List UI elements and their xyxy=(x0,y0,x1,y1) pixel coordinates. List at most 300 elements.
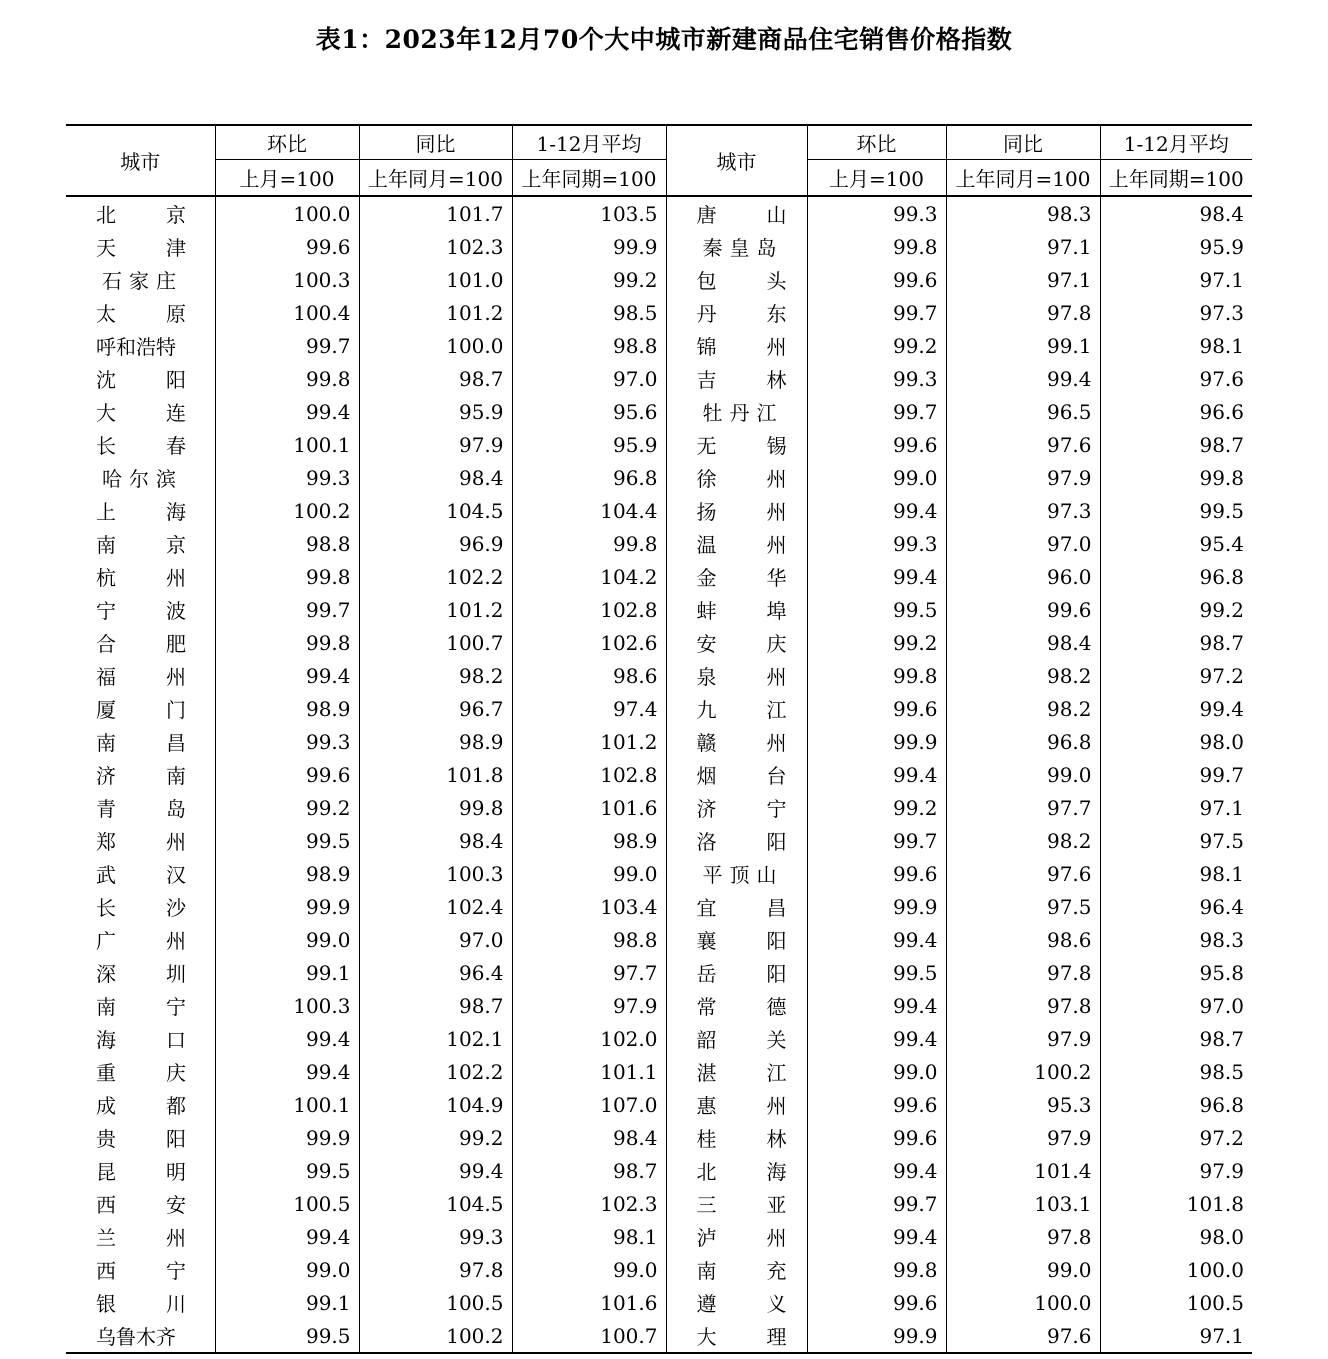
mom-value-right: 99.7 xyxy=(807,824,946,857)
city-name-left xyxy=(66,758,215,791)
yoy-value-left: 98.4 xyxy=(359,824,512,857)
mom-value-right: 99.3 xyxy=(807,196,946,230)
mom-value-left: 100.3 xyxy=(215,263,359,296)
mom-base-left: 上月=100 xyxy=(215,160,359,197)
avg-value-left: 102.3 xyxy=(512,1187,666,1220)
mom-value-right: 99.4 xyxy=(807,1220,946,1253)
city-label: 三亚 xyxy=(696,1193,787,1217)
city-label: 北京 xyxy=(96,203,186,227)
avg-value-right: 99.8 xyxy=(1100,461,1252,494)
city-label: 济宁 xyxy=(696,797,787,821)
mom-value-right: 99.9 xyxy=(807,725,946,758)
avg-value-left: 98.4 xyxy=(512,1121,666,1154)
yoy-value-right: 98.2 xyxy=(946,692,1100,725)
city-name-right xyxy=(666,494,807,527)
table-row xyxy=(66,362,1252,395)
yoy-value-right: 98.2 xyxy=(946,659,1100,692)
city-label: 扬州 xyxy=(696,500,787,524)
mom-value-left: 99.6 xyxy=(215,758,359,791)
yoy-value-right: 100.0 xyxy=(946,1286,1100,1319)
city-label: 合肥 xyxy=(96,632,186,656)
city-label: 哈尔滨 xyxy=(102,467,176,491)
avg-value-left: 101.6 xyxy=(512,791,666,824)
city-label: 吉林 xyxy=(696,368,787,392)
avg-value-right: 95.9 xyxy=(1100,230,1252,263)
mom-value-left: 99.9 xyxy=(215,890,359,923)
mom-value-right: 99.4 xyxy=(807,1022,946,1055)
city-label: 平顶山 xyxy=(702,863,777,887)
mom-value-right: 99.4 xyxy=(807,989,946,1022)
yoy-value-right: 100.2 xyxy=(946,1055,1100,1088)
city-name-left xyxy=(66,857,215,890)
city-name-left xyxy=(66,824,215,857)
city-name-left xyxy=(66,428,215,461)
yoy-value-left: 104.5 xyxy=(359,1187,512,1220)
city-label: 泸州 xyxy=(696,1226,787,1250)
table-row xyxy=(66,1154,1252,1187)
city-label: 泉州 xyxy=(696,665,787,689)
city-name-left xyxy=(66,1154,215,1187)
yoy-value-left: 100.2 xyxy=(359,1319,512,1353)
avg-value-left: 98.8 xyxy=(512,329,666,362)
mom-value-right: 99.8 xyxy=(807,659,946,692)
avg-value-left: 95.6 xyxy=(512,395,666,428)
yoy-value-right: 99.1 xyxy=(946,329,1100,362)
city-label: 宁波 xyxy=(96,599,186,623)
avg-value-right: 98.5 xyxy=(1100,1055,1252,1088)
yoy-value-right: 97.1 xyxy=(946,263,1100,296)
avg-value-right: 100.5 xyxy=(1100,1286,1252,1319)
mom-value-left: 99.8 xyxy=(215,626,359,659)
city-name-right xyxy=(666,1088,807,1121)
table-row xyxy=(66,923,1252,956)
city-name-left xyxy=(66,461,215,494)
city-label: 徐州 xyxy=(696,467,787,491)
avg-value-left: 98.6 xyxy=(512,659,666,692)
mom-value-left: 100.2 xyxy=(215,494,359,527)
city-name-left xyxy=(66,791,215,824)
avg-value-left: 99.0 xyxy=(512,1253,666,1286)
yoy-value-right: 101.4 xyxy=(946,1154,1100,1187)
city-name-right xyxy=(666,329,807,362)
city-label: 金华 xyxy=(696,566,787,590)
city-label: 石家庄 xyxy=(102,269,176,293)
table-row xyxy=(66,824,1252,857)
avg-value-left: 103.5 xyxy=(512,196,666,230)
mom-value-left: 98.9 xyxy=(215,692,359,725)
table-row xyxy=(66,956,1252,989)
city-name-right xyxy=(666,1022,807,1055)
city-name-left xyxy=(66,395,215,428)
city-label: 昆明 xyxy=(96,1160,186,1184)
city-name-right xyxy=(666,1220,807,1253)
city-label: 南充 xyxy=(696,1259,787,1283)
city-name-left xyxy=(66,362,215,395)
avg-value-left: 102.0 xyxy=(512,1022,666,1055)
avg-value-right: 95.8 xyxy=(1100,956,1252,989)
city-label: 遵义 xyxy=(696,1292,787,1316)
table-row xyxy=(66,725,1252,758)
mom-value-right: 99.6 xyxy=(807,857,946,890)
avg-value-right: 97.0 xyxy=(1100,989,1252,1022)
mom-value-left: 99.2 xyxy=(215,791,359,824)
yoy-value-left: 98.2 xyxy=(359,659,512,692)
table-row xyxy=(66,1319,1252,1353)
city-label: 广州 xyxy=(96,929,186,953)
city-label: 北海 xyxy=(696,1160,787,1184)
avg-value-left: 98.9 xyxy=(512,824,666,857)
mom-value-left: 99.8 xyxy=(215,362,359,395)
avg-value-left: 97.9 xyxy=(512,989,666,1022)
avg-value-right: 98.7 xyxy=(1100,626,1252,659)
city-name-left xyxy=(66,725,215,758)
city-label: 唐山 xyxy=(696,203,787,227)
city-label: 温州 xyxy=(696,533,787,557)
city-name-left xyxy=(66,1319,215,1353)
avg-value-right: 97.9 xyxy=(1100,1154,1252,1187)
city-label: 桂林 xyxy=(696,1127,787,1151)
yoy-value-left: 95.9 xyxy=(359,395,512,428)
avg-value-right: 99.5 xyxy=(1100,494,1252,527)
avg-value-right: 95.4 xyxy=(1100,527,1252,560)
avg-value-left: 102.6 xyxy=(512,626,666,659)
city-name-right xyxy=(666,263,807,296)
table-row xyxy=(66,461,1252,494)
city-name-left xyxy=(66,230,215,263)
table-row xyxy=(66,560,1252,593)
yoy-value-right: 97.9 xyxy=(946,1022,1100,1055)
yoy-value-right: 95.3 xyxy=(946,1088,1100,1121)
avg-value-right: 96.8 xyxy=(1100,1088,1252,1121)
mom-value-right: 99.6 xyxy=(807,1286,946,1319)
city-label: 南昌 xyxy=(96,731,186,755)
avg-base-left: 上年同期=100 xyxy=(512,160,666,197)
table-row xyxy=(66,1121,1252,1154)
table-row xyxy=(66,1187,1252,1220)
mom-value-right: 99.9 xyxy=(807,1319,946,1353)
yoy-value-left: 96.9 xyxy=(359,527,512,560)
mom-value-right: 99.4 xyxy=(807,494,946,527)
city-name-left xyxy=(66,626,215,659)
mom-value-right: 99.8 xyxy=(807,1253,946,1286)
mom-value-left: 99.0 xyxy=(215,923,359,956)
mom-value-left: 99.1 xyxy=(215,956,359,989)
yoy-value-right: 97.0 xyxy=(946,527,1100,560)
avg-value-left: 99.8 xyxy=(512,527,666,560)
mom-value-left: 99.9 xyxy=(215,1121,359,1154)
avg-value-left: 99.2 xyxy=(512,263,666,296)
mom-value-right: 99.4 xyxy=(807,560,946,593)
avg-value-right: 98.4 xyxy=(1100,196,1252,230)
city-name-right xyxy=(666,593,807,626)
avg-header-right: 1-12月平均 xyxy=(1100,125,1252,160)
avg-value-right: 97.5 xyxy=(1100,824,1252,857)
city-name-right xyxy=(666,428,807,461)
city-label: 包头 xyxy=(696,269,787,293)
yoy-value-right: 98.2 xyxy=(946,824,1100,857)
mom-value-left: 99.6 xyxy=(215,230,359,263)
yoy-value-left: 101.8 xyxy=(359,758,512,791)
city-label: 海口 xyxy=(96,1028,186,1052)
avg-value-right: 98.0 xyxy=(1100,725,1252,758)
mom-value-right: 99.5 xyxy=(807,593,946,626)
yoy-value-right: 97.7 xyxy=(946,791,1100,824)
city-name-right xyxy=(666,824,807,857)
city-label: 郑州 xyxy=(96,830,186,854)
city-name-left xyxy=(66,1121,215,1154)
table-row xyxy=(66,857,1252,890)
avg-value-left: 101.2 xyxy=(512,725,666,758)
yoy-value-right: 99.0 xyxy=(946,758,1100,791)
yoy-value-left: 101.7 xyxy=(359,196,512,230)
yoy-value-left: 99.8 xyxy=(359,791,512,824)
city-label: 牡丹江 xyxy=(702,401,777,425)
city-name-left xyxy=(66,956,215,989)
city-name-right xyxy=(666,1154,807,1187)
mom-value-left: 99.4 xyxy=(215,659,359,692)
mom-value-left: 98.8 xyxy=(215,527,359,560)
yoy-value-left: 100.5 xyxy=(359,1286,512,1319)
avg-value-left: 98.1 xyxy=(512,1220,666,1253)
mom-value-left: 99.5 xyxy=(215,1319,359,1353)
avg-value-right: 98.1 xyxy=(1100,857,1252,890)
city-name-left xyxy=(66,659,215,692)
city-name-left xyxy=(66,560,215,593)
mom-value-left: 99.0 xyxy=(215,1253,359,1286)
table-row xyxy=(66,230,1252,263)
table-row xyxy=(66,527,1252,560)
city-label: 大连 xyxy=(96,401,186,425)
mom-value-right: 99.3 xyxy=(807,362,946,395)
yoy-value-right: 96.8 xyxy=(946,725,1100,758)
mom-value-right: 99.6 xyxy=(807,263,946,296)
avg-value-left: 98.8 xyxy=(512,923,666,956)
city-name-left xyxy=(66,1187,215,1220)
table-row xyxy=(66,329,1252,362)
yoy-value-left: 97.9 xyxy=(359,428,512,461)
city-label: 秦皇岛 xyxy=(702,236,777,260)
city-label: 长沙 xyxy=(96,896,186,920)
mom-value-left: 99.8 xyxy=(215,560,359,593)
yoy-value-right: 96.0 xyxy=(946,560,1100,593)
avg-value-right: 97.1 xyxy=(1100,1319,1252,1353)
yoy-value-right: 97.6 xyxy=(946,857,1100,890)
mom-base-right: 上月=100 xyxy=(807,160,946,197)
city-label: 常德 xyxy=(696,995,787,1019)
avg-value-right: 97.6 xyxy=(1100,362,1252,395)
table-row xyxy=(66,659,1252,692)
yoy-value-left: 102.3 xyxy=(359,230,512,263)
mom-value-left: 99.1 xyxy=(215,1286,359,1319)
price-index-table xyxy=(66,124,1252,1354)
city-label: 杭州 xyxy=(96,566,186,590)
yoy-value-left: 102.2 xyxy=(359,560,512,593)
city-label: 西宁 xyxy=(96,1259,186,1283)
table-row xyxy=(66,989,1252,1022)
city-name-right xyxy=(666,692,807,725)
table-row xyxy=(66,1220,1252,1253)
avg-value-right: 101.8 xyxy=(1100,1187,1252,1220)
avg-value-right: 98.0 xyxy=(1100,1220,1252,1253)
city-name-right xyxy=(666,791,807,824)
yoy-value-left: 100.7 xyxy=(359,626,512,659)
avg-value-right: 98.3 xyxy=(1100,923,1252,956)
city-name-right xyxy=(666,989,807,1022)
city-name-left xyxy=(66,329,215,362)
city-name-left xyxy=(66,1286,215,1319)
city-name-right xyxy=(666,362,807,395)
city-name-right xyxy=(666,1253,807,1286)
yoy-value-right: 97.9 xyxy=(946,1121,1100,1154)
table-row xyxy=(66,791,1252,824)
yoy-value-right: 99.4 xyxy=(946,362,1100,395)
avg-value-left: 96.8 xyxy=(512,461,666,494)
avg-value-left: 104.2 xyxy=(512,560,666,593)
yoy-value-left: 98.7 xyxy=(359,362,512,395)
mom-value-right: 99.4 xyxy=(807,758,946,791)
city-label: 长春 xyxy=(96,434,186,458)
avg-value-left: 101.6 xyxy=(512,1286,666,1319)
avg-value-right: 96.8 xyxy=(1100,560,1252,593)
yoy-value-right: 97.8 xyxy=(946,989,1100,1022)
city-name-left xyxy=(66,296,215,329)
yoy-value-right: 99.0 xyxy=(946,1253,1100,1286)
yoy-value-right: 103.1 xyxy=(946,1187,1100,1220)
city-header-right: 城市 xyxy=(666,125,807,196)
city-name-right xyxy=(666,1187,807,1220)
city-label: 呼和浩特 xyxy=(96,335,176,359)
city-name-right xyxy=(666,857,807,890)
avg-base-right: 上年同期=100 xyxy=(1100,160,1252,197)
city-label: 湛江 xyxy=(696,1061,787,1085)
city-label: 南宁 xyxy=(96,995,186,1019)
avg-value-left: 102.8 xyxy=(512,758,666,791)
city-name-right xyxy=(666,659,807,692)
city-name-right xyxy=(666,395,807,428)
mom-header-right: 环比 xyxy=(807,125,946,160)
city-name-left xyxy=(66,692,215,725)
yoy-value-left: 98.9 xyxy=(359,725,512,758)
mom-value-right: 99.7 xyxy=(807,296,946,329)
city-name-right xyxy=(666,956,807,989)
table-row xyxy=(66,196,1252,230)
table-row xyxy=(66,890,1252,923)
mom-value-right: 99.5 xyxy=(807,956,946,989)
city-name-left xyxy=(66,196,215,230)
yoy-value-left: 102.1 xyxy=(359,1022,512,1055)
avg-value-right: 96.6 xyxy=(1100,395,1252,428)
city-label: 天津 xyxy=(96,236,186,260)
city-label: 上海 xyxy=(96,500,186,524)
yoy-value-left: 97.0 xyxy=(359,923,512,956)
yoy-value-right: 97.3 xyxy=(946,494,1100,527)
city-name-left xyxy=(66,1253,215,1286)
city-name-right xyxy=(666,1055,807,1088)
avg-value-right: 97.2 xyxy=(1100,1121,1252,1154)
yoy-value-left: 99.4 xyxy=(359,1154,512,1187)
mom-value-left: 99.5 xyxy=(215,824,359,857)
city-name-left xyxy=(66,527,215,560)
avg-value-left: 98.7 xyxy=(512,1154,666,1187)
table-row xyxy=(66,1088,1252,1121)
city-label: 丹东 xyxy=(696,302,787,326)
city-label: 深圳 xyxy=(96,962,186,986)
city-label: 襄阳 xyxy=(696,929,787,953)
avg-value-left: 104.4 xyxy=(512,494,666,527)
table-title: 表1：2023年12月70个大中城市新建商品住宅销售价格指数 xyxy=(315,25,1013,54)
mom-value-right: 99.6 xyxy=(807,1121,946,1154)
city-name-left xyxy=(66,1055,215,1088)
city-name-right xyxy=(666,1121,807,1154)
city-label: 安庆 xyxy=(696,632,787,656)
city-label: 蚌埠 xyxy=(696,599,787,623)
city-name-left xyxy=(66,1220,215,1253)
city-name-right xyxy=(666,296,807,329)
mom-value-right: 99.7 xyxy=(807,395,946,428)
city-name-right xyxy=(666,230,807,263)
mom-value-left: 99.4 xyxy=(215,395,359,428)
yoy-value-left: 96.7 xyxy=(359,692,512,725)
city-label: 济南 xyxy=(96,764,186,788)
city-name-left xyxy=(66,494,215,527)
avg-header-left: 1-12月平均 xyxy=(512,125,666,160)
mom-value-right: 99.0 xyxy=(807,461,946,494)
table-row xyxy=(66,1055,1252,1088)
city-name-left xyxy=(66,989,215,1022)
avg-value-left: 95.9 xyxy=(512,428,666,461)
city-label: 大理 xyxy=(696,1325,787,1349)
mom-value-left: 99.4 xyxy=(215,1220,359,1253)
city-label: 乌鲁木齐 xyxy=(96,1325,176,1349)
yoy-value-left: 99.3 xyxy=(359,1220,512,1253)
mom-value-left: 99.7 xyxy=(215,593,359,626)
mom-value-left: 99.3 xyxy=(215,461,359,494)
city-label: 福州 xyxy=(96,665,186,689)
table-row xyxy=(66,593,1252,626)
yoy-value-left: 101.2 xyxy=(359,296,512,329)
avg-value-right: 99.7 xyxy=(1100,758,1252,791)
city-label: 太原 xyxy=(96,302,186,326)
avg-value-left: 100.7 xyxy=(512,1319,666,1353)
mom-value-left: 99.4 xyxy=(215,1022,359,1055)
yoy-value-left: 102.4 xyxy=(359,890,512,923)
yoy-value-right: 97.5 xyxy=(946,890,1100,923)
yoy-value-left: 102.2 xyxy=(359,1055,512,1088)
avg-value-right: 97.3 xyxy=(1100,296,1252,329)
city-name-left xyxy=(66,923,215,956)
avg-value-right: 96.4 xyxy=(1100,890,1252,923)
city-label: 成都 xyxy=(96,1094,186,1118)
city-name-left xyxy=(66,1088,215,1121)
city-label: 西安 xyxy=(96,1193,186,1217)
city-label: 沈阳 xyxy=(96,368,186,392)
mom-value-left: 100.0 xyxy=(215,196,359,230)
yoy-base-right: 上年同月=100 xyxy=(946,160,1100,197)
table-body xyxy=(66,196,1252,1353)
avg-value-right: 100.0 xyxy=(1100,1253,1252,1286)
city-label: 兰州 xyxy=(96,1226,186,1250)
yoy-value-left: 99.2 xyxy=(359,1121,512,1154)
mom-value-right: 99.0 xyxy=(807,1055,946,1088)
mom-value-right: 99.7 xyxy=(807,1187,946,1220)
city-label: 银川 xyxy=(96,1292,186,1316)
avg-value-right: 99.4 xyxy=(1100,692,1252,725)
city-label: 宜昌 xyxy=(696,896,787,920)
city-name-right xyxy=(666,1319,807,1353)
table-row xyxy=(66,692,1252,725)
mom-header-left: 环比 xyxy=(215,125,359,160)
mom-value-left: 100.4 xyxy=(215,296,359,329)
